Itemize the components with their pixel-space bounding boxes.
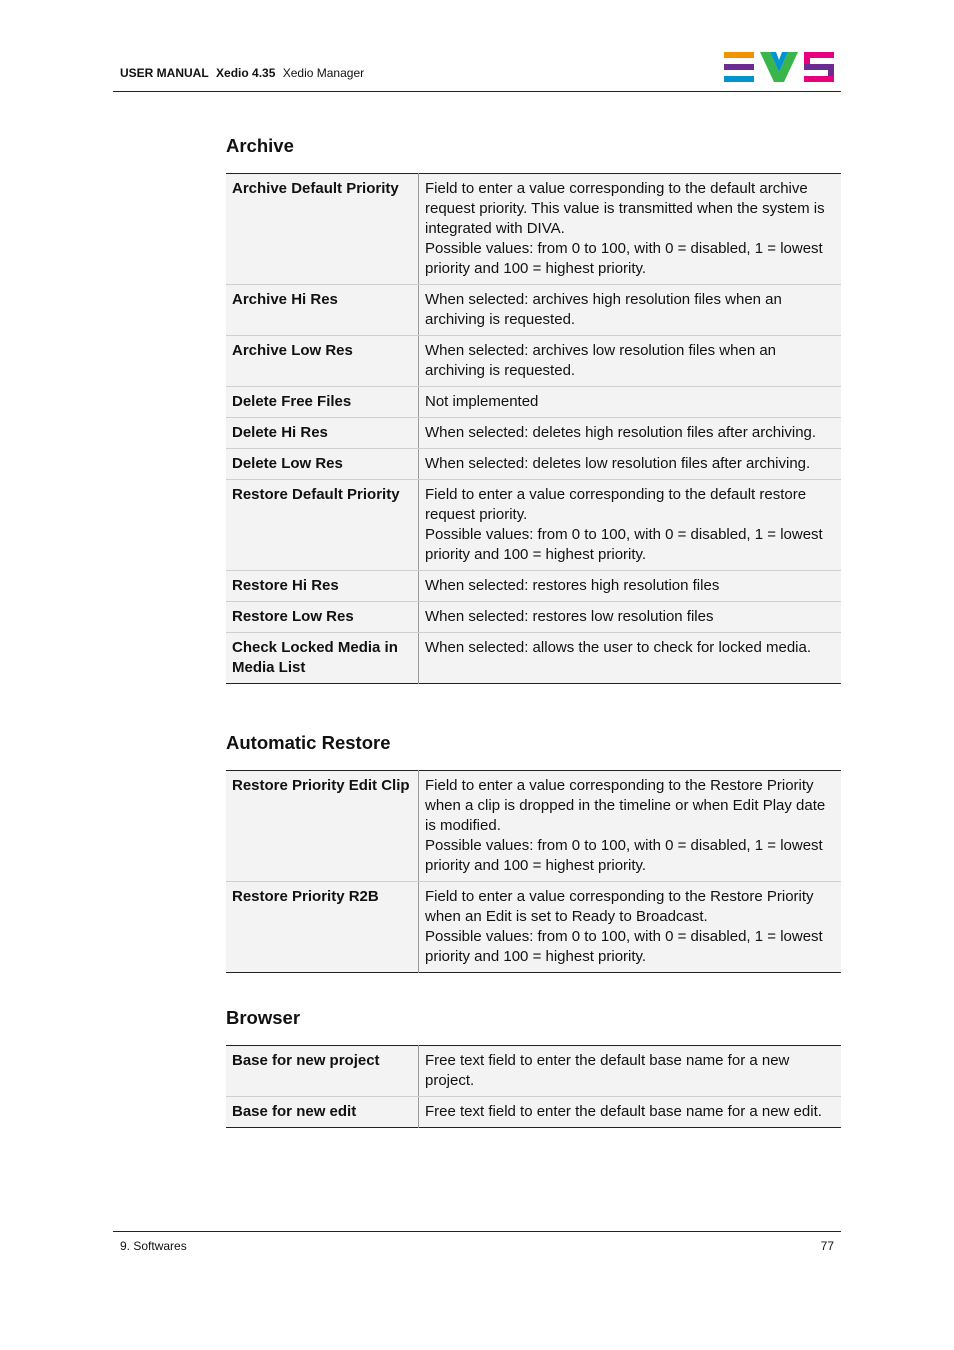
parameter-name: Archive Low Res	[226, 336, 419, 387]
parameter-description: Field to enter a value corresponding to the Restore Priority when an Edit is set to Ready to Broadcast. Possible values: from 0 to 100, with 0 = disabled, 1 = lowest priority and 100 = highest priority.	[425, 888, 823, 965]
parameter-description: Free text field to enter the default base name for a new project.	[419, 1046, 842, 1097]
parameter-name: Base for new project	[226, 1046, 419, 1097]
parameter-description: When selected: deletes low resolution files after archiving.	[419, 449, 842, 480]
table-row	[226, 387, 841, 418]
parameter-description: When selected: archives high resolution files when an archiving is requested.	[419, 285, 842, 336]
evs-logo	[724, 52, 834, 82]
table-row	[226, 285, 841, 336]
parameter-name: Restore Low Res	[226, 602, 419, 633]
table-row	[226, 480, 841, 571]
section-title-automatic-restore: Automatic Restore	[226, 732, 391, 753]
page-header	[113, 0, 841, 92]
parameter-description: When selected: deletes high resolution files after archiving.	[419, 418, 842, 449]
parameter-description: Free text field to enter the default base name for a new edit.	[425, 1103, 822, 1120]
parameter-description: Field to enter a value corresponding to the Restore Priority when a clip is dropped in the timeline or when Edit Play date is modified. Possible values: from 0 to 100, with 0 = disabled, 1 = lowest priority and 100 = highest priority.	[419, 771, 842, 882]
browser-table	[226, 1045, 841, 1128]
parameter-description: Field to enter a value corresponding to the default restore request priority. Possible values: from 0 to 100, with 0 = disabled, 1 = lowest priority and 100 = highest priority.	[419, 480, 842, 571]
parameter-description: Not implemented	[419, 387, 842, 418]
section-title-archive: Archive	[226, 135, 294, 156]
parameter-name: Archive Default Priority	[226, 174, 419, 285]
page-footer	[113, 1231, 841, 1253]
parameter-name: Delete Free Files	[226, 387, 419, 418]
parameter-name: Delete Hi Res	[226, 418, 419, 449]
automatic-restore-table	[226, 770, 841, 973]
parameter-name: Restore Priority Edit Clip	[226, 771, 419, 882]
table-row	[226, 1097, 841, 1128]
table-row	[226, 1046, 841, 1097]
table-row	[226, 449, 841, 480]
parameter-name: Base for new edit	[226, 1097, 419, 1128]
module-name: Xedio Manager	[282, 66, 365, 80]
parameter-description: When selected: allows the user to check for locked media.	[425, 639, 812, 656]
table-row	[226, 571, 841, 602]
parameter-name: Archive Hi Res	[226, 285, 419, 336]
parameter-name: Check Locked Media in Media List	[226, 633, 419, 684]
table-row	[226, 174, 841, 285]
parameter-name: Restore Default Priority	[226, 480, 419, 571]
footer-chapter: 9. Softwares	[120, 1239, 187, 1253]
parameter-description: Field to enter a value corresponding to the default archive request priority. This value is transmitted when the system is integrated with DIVA. Possible values: from 0 to 100, with 0 = disabled, 1 = lowest priority and 100 = highest priority.	[419, 174, 842, 285]
section-title-browser: Browser	[226, 1007, 301, 1028]
table-row	[226, 771, 841, 882]
parameter-name: Restore Priority R2B	[226, 882, 419, 973]
parameter-description: When selected: archives low resolution files when an archiving is requested.	[419, 336, 842, 387]
table-row	[226, 336, 841, 387]
parameter-description: When selected: restores high resolution files	[419, 571, 842, 602]
header-title	[120, 66, 364, 80]
table-row	[226, 633, 841, 684]
product-name: Xedio 4.35	[216, 66, 276, 80]
table-row	[226, 602, 841, 633]
manual-label: USER MANUAL	[120, 66, 209, 80]
archive-table	[226, 173, 841, 684]
parameter-name: Restore Hi Res	[226, 571, 419, 602]
table-row	[226, 882, 841, 973]
parameter-name: Delete Low Res	[226, 449, 419, 480]
page-number: 77	[820, 1239, 834, 1253]
parameter-description: When selected: restores low resolution files	[419, 602, 842, 633]
table-row	[226, 418, 841, 449]
